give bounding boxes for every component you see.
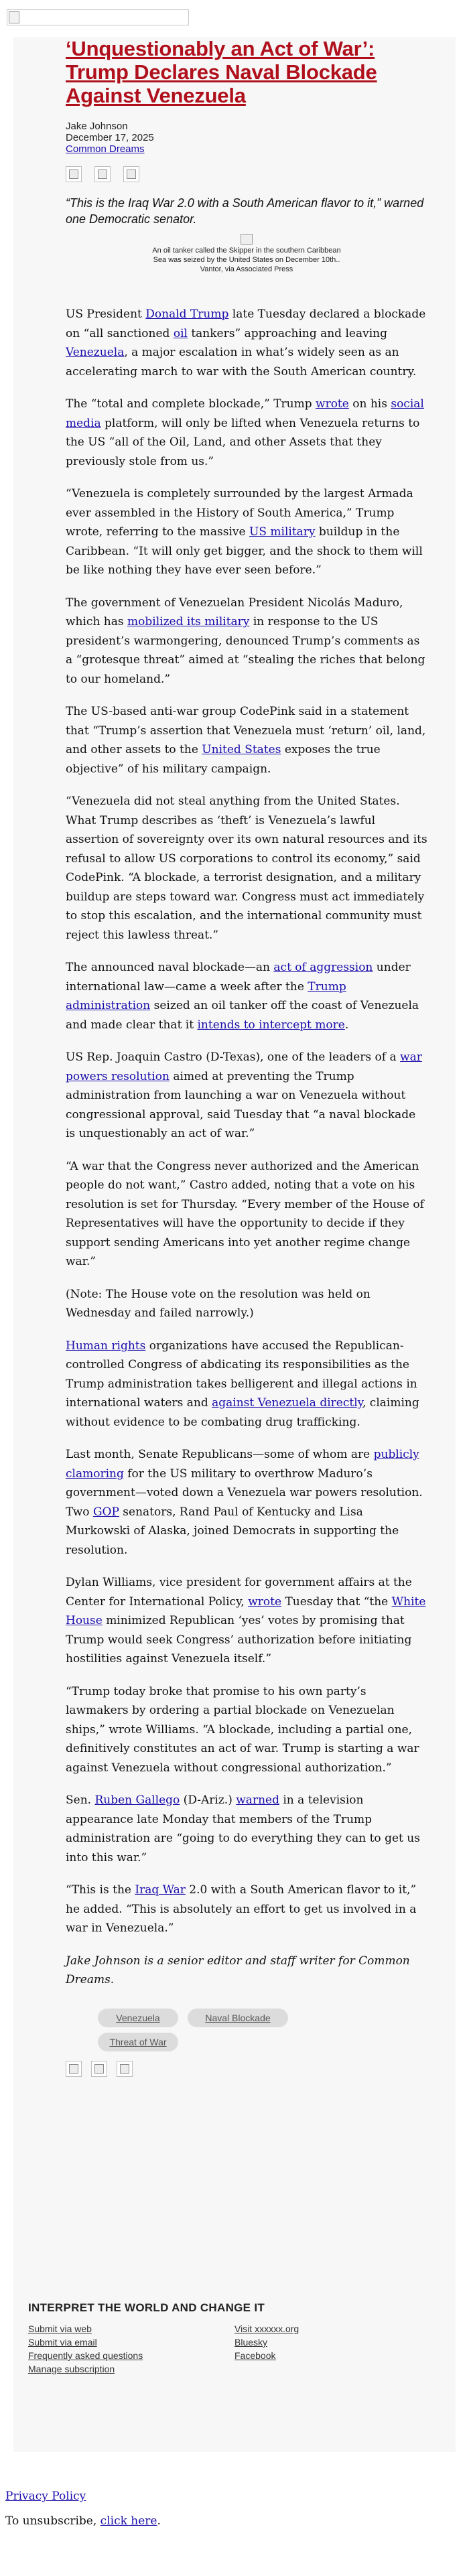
unsubscribe-suffix: . — [157, 2514, 161, 2528]
privacy-policy-link[interactable]: Privacy Policy — [5, 2490, 86, 2503]
inline-link[interactable]: mobilized its military — [127, 615, 250, 628]
share-email-icon[interactable] — [117, 2061, 133, 2077]
article-body — [66, 305, 427, 1990]
privacy-policy-row — [5, 2489, 86, 2504]
paragraph-text: “This is the — [66, 1883, 135, 1897]
paragraph-text: 2.0 with a South American flavor to it,” he added. “This is absolutely an effort to get us involved in a war in Venezuela.” — [66, 1883, 417, 1935]
unsubscribe-row — [5, 2514, 161, 2528]
paragraph-text: The government of Venezuelan President Nicolás Maduro, which has — [66, 596, 403, 628]
article-title[interactable]: ‘Unquestionably an Act of War’: Trump Declares Naval Blockade Against Venezuela — [66, 37, 377, 107]
paragraph-text: minimized Republican ‘yes’ votes by promising that Trump would seek Congress’ authorization before initiating hostilities against Venezuela itself.” — [66, 1614, 412, 1666]
article-paragraph — [66, 1573, 427, 1669]
paragraph-text: Dylan Williams, vice president for government affairs at the Center for International Policy, — [66, 1576, 412, 1609]
paragraph-text: organizations have accused the Republican-controlled Congress of abdicating its responsibilities as the Trump administration takes belligerent and illegal actions in international waters and — [66, 1339, 417, 1410]
paragraph-text: (Note: The House vote on the resolution was held on Wednesday and failed narrowly.) — [66, 1287, 371, 1320]
paragraph-text: The “total and complete blockade,” Trump — [66, 397, 316, 411]
inline-link[interactable]: Human rights — [66, 1339, 146, 1353]
inline-link[interactable]: Iraq War — [135, 1883, 186, 1897]
inline-link[interactable]: US military — [249, 525, 316, 539]
share-twitter-icon[interactable] — [94, 166, 111, 182]
article-paragraph — [66, 702, 427, 778]
paragraph-text: Tuesday that “the — [281, 1595, 392, 1609]
paragraph-text: in a television appearance late Monday that members of the Trump administration are “going to do everything they can to get us into this war.” — [66, 1793, 420, 1865]
paragraph-text: The announced naval blockade—an — [66, 961, 274, 974]
article-paragraph — [66, 305, 427, 381]
inline-link[interactable]: Venezuela — [66, 346, 125, 359]
article-paragraph — [66, 395, 427, 471]
article-dek: “This is the Iraq War 2.0 with a South American flavor to it,” warned one Democratic senator. — [66, 196, 424, 226]
inline-link[interactable]: social media — [66, 397, 424, 430]
paragraph-text: aimed at preventing the Trump administration from launching a war on Venezuela without congressional approval, said Tuesday that “a naval blockade is unquestionably an act of war.” — [66, 1069, 416, 1140]
paragraph-text: The US-based anti-war group CodePink said in a statement that “Trump’s assertion that Venezuela must ‘return’ oil, land, and other assets to the — [66, 705, 426, 756]
share-buttons-bottom — [66, 2061, 427, 2078]
paragraph-text: Last month, Senate Republicans—some of whom are — [66, 1448, 374, 1461]
article-paragraph — [66, 594, 427, 689]
unsubscribe-prefix: To unsubscribe, — [5, 2514, 100, 2528]
inline-link[interactable]: wrote — [248, 1595, 282, 1609]
submit-via-web-link[interactable]: Submit via web — [28, 2323, 92, 2334]
article-figure — [66, 234, 427, 274]
header-banner-image — [7, 9, 189, 25]
visit-site-link[interactable]: Visit xxxxxx.org — [234, 2323, 299, 2334]
share-facebook-icon[interactable] — [66, 2061, 82, 2077]
inline-link[interactable]: wrote — [316, 397, 349, 411]
article-paragraph — [66, 1157, 427, 1272]
paragraph-text: platform, will only be lifted when Venezuela returns to the US “all of the Oil, Land, and other Assets that they previously stole from us.” — [66, 416, 420, 468]
facebook-link[interactable]: Facebook — [234, 2350, 276, 2361]
broken-image-icon — [9, 11, 19, 23]
tag-naval-blockade[interactable]: Naval Blockade — [188, 2009, 288, 2027]
article-paragraph — [66, 484, 427, 580]
tag-row — [98, 2009, 427, 2033]
manage-subscription-link[interactable]: Manage subscription — [28, 2364, 115, 2374]
article-card — [13, 37, 456, 2452]
byline — [66, 121, 427, 155]
article-paragraph — [66, 1682, 427, 1778]
inline-link[interactable]: intends to intercept more — [197, 1018, 345, 1032]
paragraph-text: “Trump today broke that promise to his own party’s lawmakers by ordering a partial blockade on Venezuelan ships,” wrote Williams. “A blockade, including a partial one, definitively constitutes an act of war. Trump is starting a war against Venezuela without congressional authorization.” — [66, 1684, 419, 1775]
paragraph-text: tankers” approaching and leaving — [187, 326, 387, 340]
paragraph-text: US Rep. Joaquin Castro (D-Texas), one of the leaders of a — [66, 1050, 401, 1064]
publish-date: December 17, 2025 — [66, 132, 154, 143]
article-paragraph — [66, 1952, 427, 1990]
inline-link[interactable]: publicly clamoring — [66, 1448, 419, 1481]
paragraph-text: “Venezuela is completely surrounded by the largest Armada ever assembled in the History of South America,” Trump wrote, referring to the massive — [66, 487, 413, 539]
share-email-icon[interactable] — [123, 166, 139, 182]
footer-links-right — [234, 2322, 299, 2362]
inline-link[interactable]: United States — [202, 743, 281, 756]
paragraph-text: in response to the US president’s warmongering, denounced Trump’s comments as a “grotesque threat” aimed at “stealing the riches that belong to our homeland.” — [66, 615, 425, 686]
paragraph-text: exposes the true objective” of his military campaign. — [66, 743, 381, 776]
inline-link[interactable]: warned — [236, 1793, 279, 1807]
inline-link[interactable]: White House — [66, 1595, 426, 1627]
paragraph-text: seized an oil tanker off the coast of Venezuela and made clear that it — [66, 999, 419, 1032]
paragraph-text: on his — [348, 397, 391, 411]
paragraph-text: “A war that the Congress never authorized and the American people do not want,” Castro added, noting that a vote on his resolution is set for Thursday. “Every member of the House of Representatives will have the opportunity to decide if they support sending Americans into yet another regime change war.” — [66, 1159, 424, 1268]
inline-link[interactable]: Donald Trump — [145, 308, 229, 321]
tag-list — [98, 2009, 427, 2051]
paragraph-text: , claiming without evidence to be combating drug trafficking. — [66, 1396, 419, 1429]
paragraph-text: for the US military to overthrow Maduro’s government—voted down a Venezuela war powers resolution. Two — [66, 1467, 423, 1519]
share-buttons-top — [66, 166, 427, 184]
article-paragraph — [66, 1445, 427, 1560]
image-placeholder-icon — [241, 234, 253, 245]
inline-link[interactable]: Ruben Gallego — [94, 1793, 180, 1807]
inline-link[interactable]: against Venezuela directly — [212, 1396, 362, 1410]
paragraph-text: “Venezuela did not steal anything from the United States. What Trump describes as ‘theft’ is Venezuela’s lawful assertion of sovereignty over its own natural resources and its refusal to allow US corporations to control its economy,” said CodePink. “A blockade, a terrorist designation, and a military buildup are steps toward war. Congress must act immediately to stop this escalation, and the international community must reject this lawless threat.” — [66, 795, 427, 942]
paragraph-text: late Tuesday declared a blockade on “all sanctioned — [66, 308, 426, 340]
image-caption: An oil tanker called the Skipper in the southern Caribbean Sea was seized by the United States on December 10th.. Vantor, via Associated Press — [152, 247, 341, 273]
article-paragraph — [66, 1048, 427, 1144]
inline-link[interactable]: act of aggression — [273, 961, 373, 974]
article-paragraph — [66, 1285, 427, 1323]
inline-link[interactable]: GOP — [92, 1505, 119, 1519]
bluesky-link[interactable]: Bluesky — [234, 2337, 268, 2348]
inline-link[interactable]: war powers resolution — [66, 1050, 422, 1083]
footer-links-left — [28, 2322, 143, 2376]
source-link[interactable]: Common Dreams — [66, 143, 145, 155]
submit-via-email-link[interactable]: Submit via email — [28, 2337, 97, 2348]
paragraph-text: (D-Ariz.) — [180, 1793, 237, 1807]
paragraph-text: Jake Johnson is a senior editor and staff writer for Common Dreams. — [66, 1954, 410, 1986]
inline-link[interactable]: Trump administration — [66, 979, 346, 1012]
article-paragraph — [66, 1791, 427, 1867]
paragraph-text: under international law—came a week after the — [66, 961, 411, 994]
article-paragraph — [66, 1881, 427, 1938]
tag-venezuela[interactable]: Venezuela — [98, 2009, 178, 2027]
paragraph-text: US President — [66, 308, 146, 321]
unsubscribe-link[interactable]: click here — [100, 2514, 157, 2528]
inline-link[interactable]: oil — [173, 326, 188, 340]
paragraph-text: Sen. — [66, 1793, 95, 1807]
article-paragraph — [66, 792, 427, 945]
paragraph-text: . — [344, 1018, 349, 1032]
tag-threat-of-war[interactable]: Threat of War — [98, 2033, 178, 2051]
paragraph-text: senators, Rand Paul of Kentucky and Lisa Murkowski of Alaska, joined Democrats in supporting the resolution. — [66, 1505, 399, 1557]
article-paragraph — [66, 958, 427, 1034]
faq-link[interactable]: Frequently asked questions — [28, 2350, 143, 2361]
article — [66, 37, 427, 2078]
share-facebook-icon[interactable] — [66, 166, 82, 182]
paragraph-text: buildup in the Caribbean. “It will only get bigger, and the shock to them will be like nothing they have ever seen before.” — [66, 525, 423, 577]
author-name: Jake Johnson — [66, 121, 128, 132]
share-twitter-icon[interactable] — [91, 2061, 107, 2077]
paragraph-text: , a major escalation in what’s widely seen as an accelerating march to war with the South American country. — [66, 346, 417, 379]
article-paragraph — [66, 1337, 427, 1432]
footer-title: INTERPRET THE WORLD AND CHANGE IT — [28, 2301, 265, 2314]
